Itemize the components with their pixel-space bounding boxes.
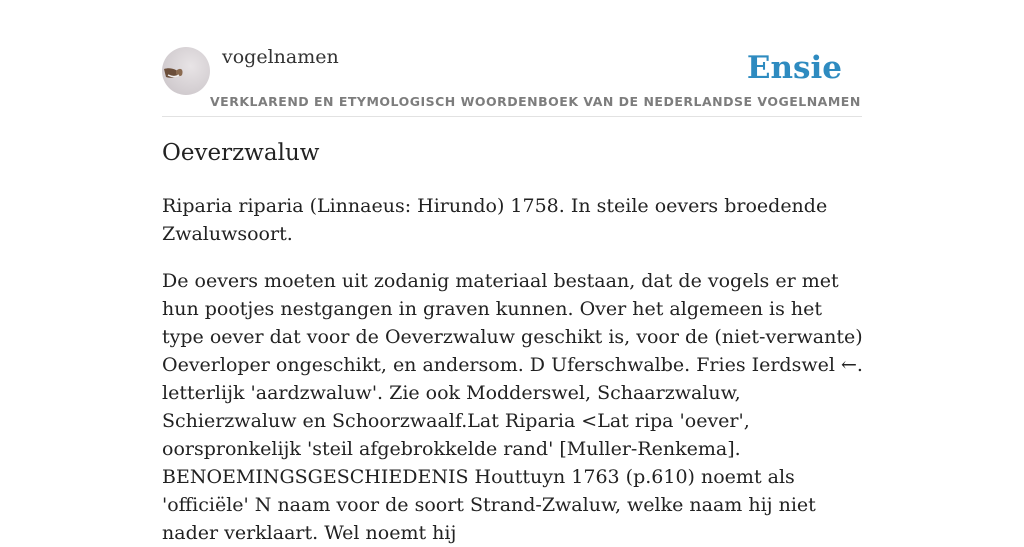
site-name-link[interactable]: vogelnamen [222,46,339,68]
site-subtitle: VERKLAREND EN ETYMOLOGISCH WOORDENBOEK VAN DE NEDERLANDSE VOGELNAMEN [210,94,861,109]
article-paragraph-3: BENOEMINGSGESCHIEDENIS Houttuyn 1763 (p.610) noemt als 'officiële' N naam voor de soort Strand-Zwaluw, welke naam hij niet nader verklaart. Wel noemt hij [162,466,816,544]
article-paragraph-2: De oevers moeten uit zodanig materiaal bestaan, dat de vogels er met hun pootjes nestgangen in graven kunnen. Over het algemeen is het type oever dat voor de Oeverzwaluw geschikt is, voor de (niet-verwante) Oeverloper ongeschikt, en andersom. D Uferschwalbe. Fries Ierdswel ←. letterlijk 'aardzwaluw'. Zie ook Modderswel, Schaarzwaluw, Schierzwaluw en Schoorzwaalf.Lat Riparia <Lat ripa 'oever', oorspronkelijk 'steil afgebrokkelde rand' [Muller-Renkema]. [162,270,863,460]
bird-avatar-icon[interactable] [162,47,210,95]
site-header [162,0,862,117]
page-title: Oeverzwaluw [162,140,320,166]
brand-logo-link[interactable]: Ensie [746,50,842,86]
page-container [162,0,863,544]
article-paragraph-1: Riparia riparia (Linnaeus: Hirundo) 1758. In steile oevers broedende Zwaluwsoort. [162,195,828,245]
